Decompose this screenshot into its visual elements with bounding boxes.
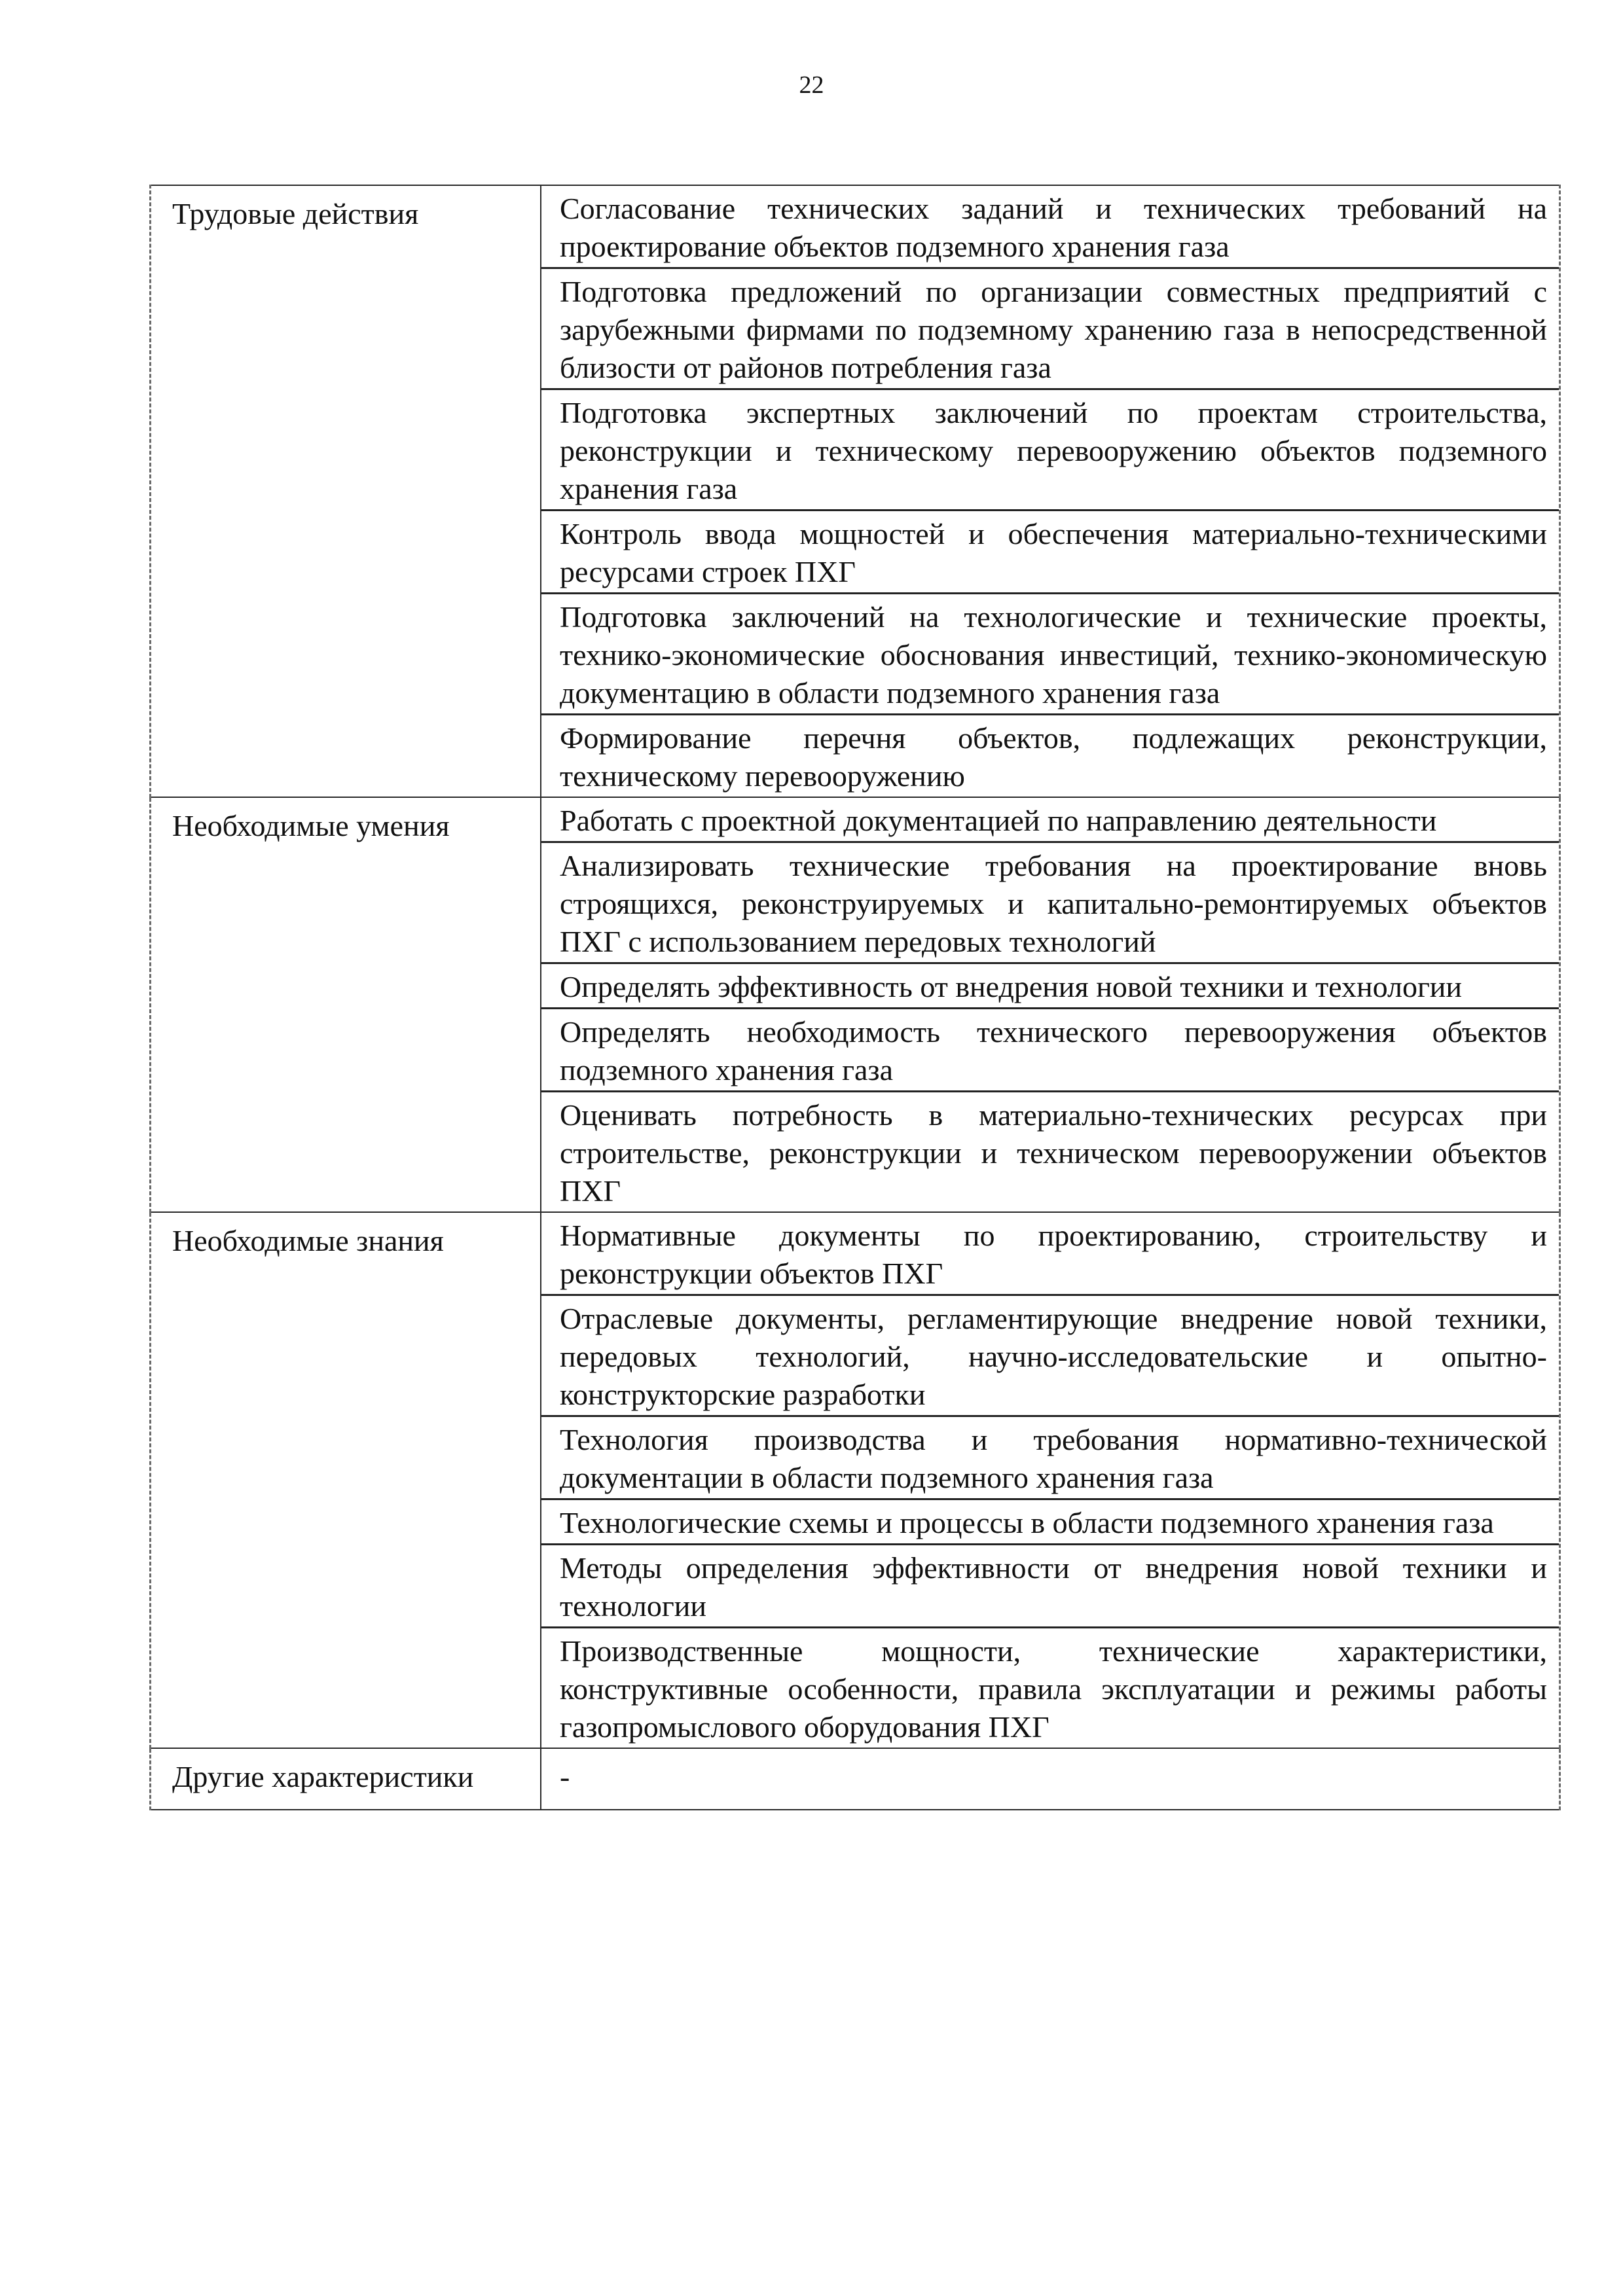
list-item: Технология производства и требования нормативно-технической документации в области подземного хранения газа [541, 1417, 1559, 1500]
list-item: Отраслевые документы, регламентирующие внедрение новой техники, передовых технологий, научно-исследовательские и опытно-конструкторские разработки [541, 1296, 1559, 1417]
table-row-section [151, 185, 1560, 797]
list-item: Контроль ввода мощностей и обеспечения материально-техническими ресурсами строек ПХГ [541, 511, 1559, 594]
table-row-section [151, 797, 1560, 1212]
list-item: Нормативные документы по проектированию, строительству и реконструкции объектов ПХГ [541, 1213, 1559, 1296]
row-label: Трудовые действия [151, 185, 541, 797]
list-item: Подготовка экспертных заключений по проектам строительства, реконструкции и техническому перевооружению объектов подземного хранения газа [541, 390, 1559, 511]
competency-table-body [151, 185, 1560, 1810]
list-item: Согласование технических заданий и технических требований на проектирование объектов подземного хранения газа [541, 186, 1559, 269]
list-item: Работать с проектной документацией по направлению деятельности [541, 798, 1559, 843]
row-label: Другие характеристики [151, 1748, 541, 1810]
page-number: 22 [799, 71, 824, 99]
table-row-section [151, 1212, 1560, 1748]
row-content [541, 1748, 1560, 1810]
row-content [541, 1212, 1560, 1748]
list-item: Формирование перечня объектов, подлежащих реконструкции, техническому перевооружению [560, 721, 1547, 793]
list-item: Методы определения эффективности от внедрения новой техники и технологии [541, 1545, 1559, 1628]
list-item: Технологические схемы и процессы в области подземного хранения газа [541, 1500, 1559, 1545]
list-item: Подготовка предложений по организации совместных предприятий с зарубежными фирмами по подземному хранению газа в непосредственной близости от районов потребления газа [541, 269, 1559, 390]
competency-table [149, 185, 1561, 1810]
list-item: Определять необходимость технического перевооружения объектов подземного хранения газа [541, 1009, 1559, 1092]
row-label: Необходимые знания [151, 1212, 541, 1748]
list-item: Оценивать потребность в материально-технических ресурсах при строительстве, реконструкции и техническом перевооружении объектов ПХГ [560, 1098, 1547, 1208]
list-item: Анализировать технические требования на проектирование вновь строящихся, реконструируемых и капитально-ремонтируемых объектов ПХГ с использованием передовых технологий [541, 843, 1559, 964]
other-characteristics-value: - [560, 1760, 570, 1793]
list-item: Производственные мощности, технические характеристики, конструктивные особенности, правила эксплуатации и режимы работы газопромыслового оборудования ПХГ [560, 1634, 1547, 1744]
row-content [541, 185, 1560, 797]
list-item: Подготовка заключений на технологические и технические проекты, технико-экономические обоснования инвестиций, технико-экономическую документацию в области подземного хранения газа [541, 594, 1559, 715]
table-row-other-characteristics [151, 1748, 1560, 1810]
row-label: Необходимые умения [151, 797, 541, 1212]
list-item: Определять эффективность от внедрения новой техники и технологии [541, 964, 1559, 1009]
row-content [541, 797, 1560, 1212]
